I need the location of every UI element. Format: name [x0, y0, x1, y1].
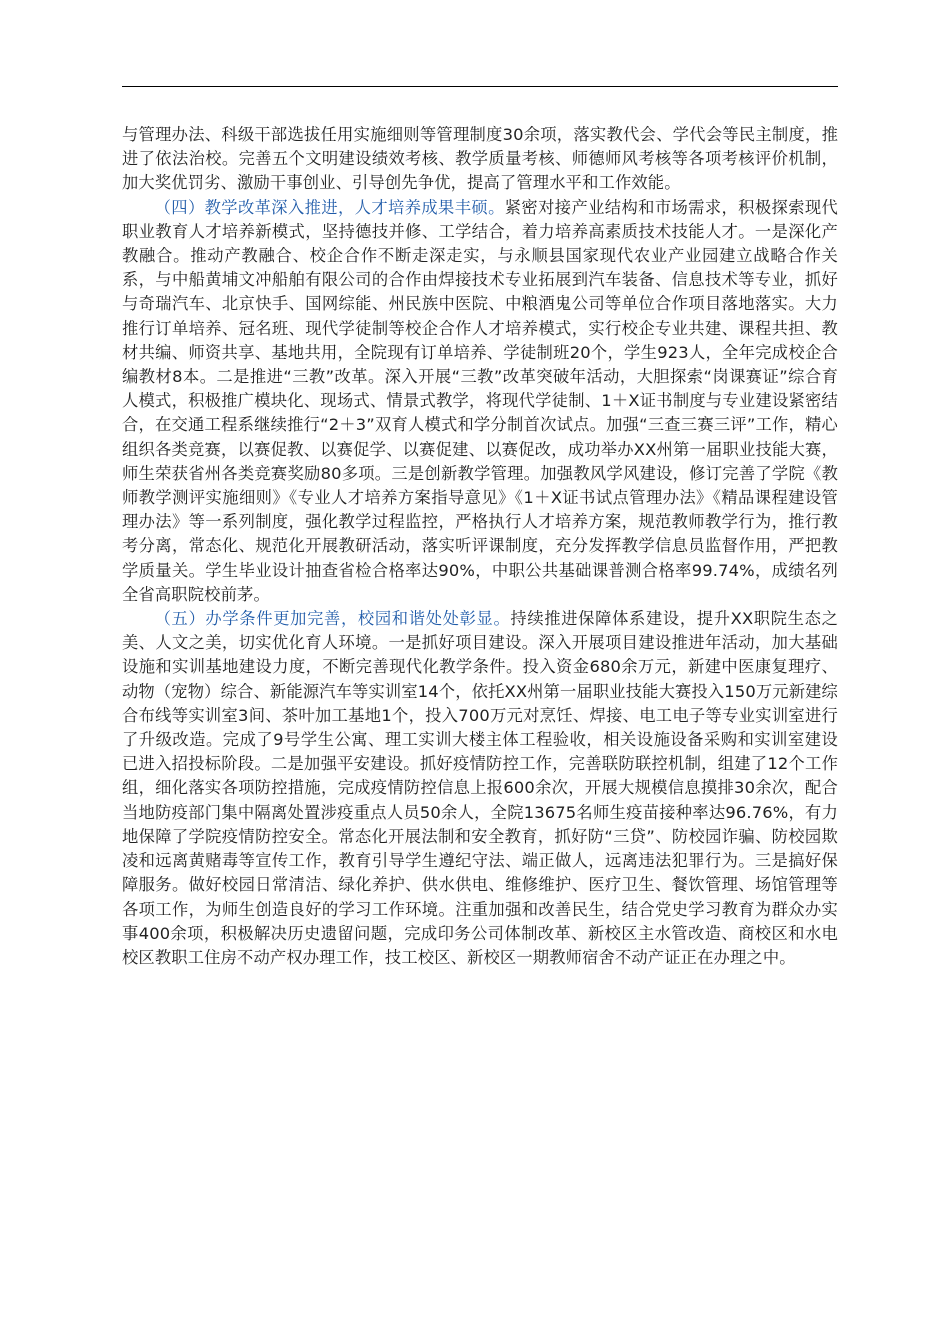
- paragraph-body: 紧密对接产业结构和市场需求，积极探索现代职业教育人才培养新模式，坚持德技并修、工学结合，着力培养高素质技术技能人才。一是深化产教融合。推动产教融合、校企合作不断走深走实，与永顺县国家现代农业产业园建立战略合作关系，与中船黄埔文冲船舶有限公司的合作由焊接技术专业拓展到汽车装备、信息技术等专业，抓好与奇瑞汽车、北京快手、国网综能、州民族中医院、中粮酒鬼公司等单位合作项目落地落实。大力推行订单培养、冠名班、现代学徒制等校企合作人才培养模式，实行校企专业共建、课程共担、教材共编、师资共享、基地共用，全院现有订单培养、学徒制班20个，学生923人，全年完成校企合编教材8本。二是推进“三教”改革。深入开展“三教”改革突破年活动，大胆探索“岗课赛证”综合育人模式，积极推广模块化、现场式、情景式教学，将现代学徒制、1＋X证书制度与专业建设紧密结合，在交通工程系继续推行“2＋3”双育人模式和学分制首次试点。加强“三查三赛三评”工作，精心组织各类竞赛，以赛促教、以赛促学、以赛促建、以赛促改，成功举办XX州第一届职业技能大赛，师生荣获省州各类竞赛奖励80多项。三是创新教学管理。加强教风学风建设，修订完善了学院《教师教学测评实施细则》《专业人才培养方案指导意见》《1＋X证书试点管理办法》《精品课程建设管理办法》等一系列制度，强化教学过程监控，严格执行人才培养方案，规范教师教学行为，推行教考分离，常态化、规范化开展教研活动，落实听评课制度，充分发挥教学信息员监督作用，严把教学质量关。学生毕业设计抽查省检合格率达90%，中职公共基础课普测合格率99.74%，成绩名列全省高职院校前茅。: [122, 197, 838, 604]
- section-heading-5: （五）办学条件更加完善，校园和谐处处彰显。: [154, 609, 511, 629]
- paragraph-body: 持续推进保障体系建设，提升XX职院生态之美、人文之美，切实优化育人环境。一是抓好项目建设。深入开展项目建设推进年活动，加大基础设施和实训基地建设力度，不断完善现代化教学条件。投入资金680余万元，新建中医康复理疗、动物（宠物）综合、新能源汽车等实训室14个，依托XX州第一届职业技能大赛投入150万元新建综合布线等实训室3间、茶叶加工基地1个，投入700万元对烹饪、焊接、电工电子等专业实训室进行了升级改造。完成了9号学生公寓、理工实训大楼主体工程验收，相关设施设备采购和实训室建设已进入招投标阶段。二是加强平安建设。抓好疫情防控工作，完善联防联控机制，组建了12个工作组，细化落实各项防控措施，完成疫情防控信息上报600余次，开展大规模信息摸排30余次，配合当地防疫部门集中隔离处置涉疫重点人员50余人，全院13675名师生疫苗接种率达96.76%，有力地保障了学院疫情防控安全。常态化开展法制和安全教育，抓好防“三贷”、防校园诈骗、防校园欺凌和远离黄赌毒等宣传工作，教育引导学生遵纪守法、端正做人，远离违法犯罪行为。三是搞好保障服务。做好校园日常清洁、绿化养护、供水供电、维修维护、医疗卫生、餐饮管理、场馆管理等各项工作，为师生创造良好的学习工作环境。注重加强和改善民生，结合党史学习教育为群众办实事400余项，积极解决历史遗留问题，完成印务公司体制改革、新校区主水管改造、商校区和水电校区教职工住房不动产权办理工作，技工校区、新校区一期教师宿舍不动产证正在办理之中。: [122, 609, 838, 967]
- paragraph-continuation: [122, 123, 838, 196]
- document-body: [122, 123, 838, 970]
- section-heading-4: （四）教学改革深入推进，人才培养成果丰硕。: [154, 197, 505, 217]
- header-rule: [122, 86, 838, 87]
- paragraph-body: 与管理办法、科级干部选拔任用实施细则等管理制度30余项，落实教代会、学代会等民主制度，推进了依法治校。完善五个文明建设绩效考核、教学质量考核、师德师风考核等各项考核评价机制，加大奖优罚劣、激励干事创业、引导创先争优，提高了管理水平和工作效能。: [122, 125, 838, 193]
- paragraph-section-4: [122, 196, 838, 607]
- paragraph-section-5: [122, 607, 838, 970]
